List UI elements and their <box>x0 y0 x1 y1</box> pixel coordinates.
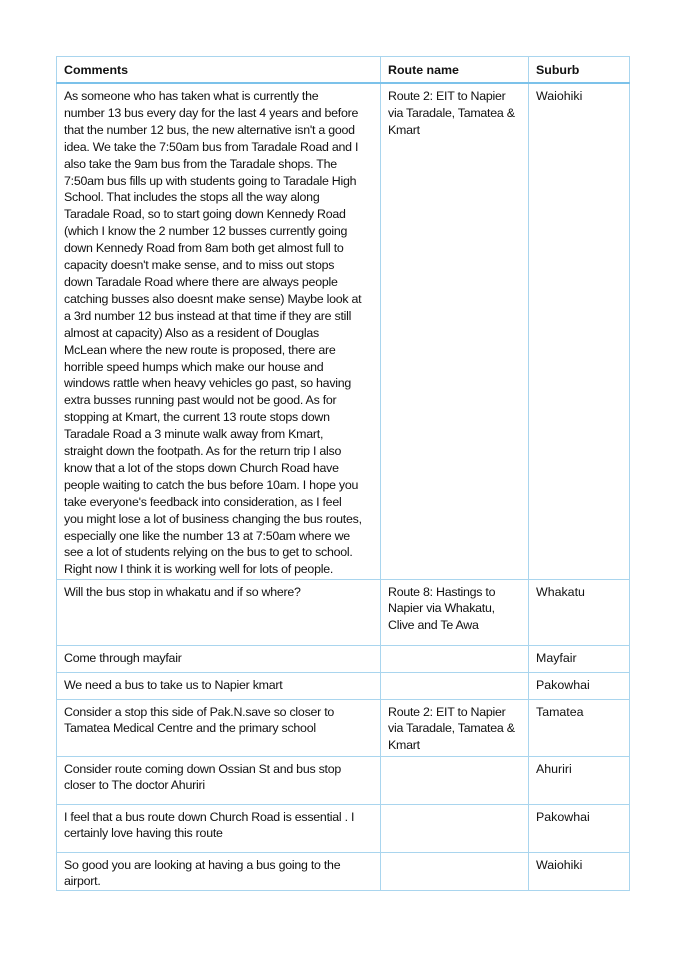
table-row <box>57 672 630 699</box>
comment-cell <box>57 699 381 756</box>
comment-cell-line: Consider a stop this side of Pak.N.save so closer to <box>64 704 335 719</box>
comment-cell-line: airport. <box>64 874 101 889</box>
route-name-cell-line: Clive and Te Awa <box>388 618 479 633</box>
comment-cell-line: down Taradale Road where there are always people <box>64 274 338 289</box>
header-comments: Comments <box>57 57 381 84</box>
comment-cell <box>57 83 381 579</box>
header-row <box>57 57 630 84</box>
comment-cell-line: know that a lot of the stops down Church Road have <box>64 460 339 475</box>
suburb-cell: Tamatea <box>529 699 630 756</box>
comment-cell-line: So good you are looking at having a bus going to the <box>64 857 341 872</box>
comment-cell-line: School. That includes the stops all the way along <box>64 190 320 205</box>
suburb-cell: Pakowhai <box>529 672 630 699</box>
comment-cell-line: Tamatea Medical Centre and the primary school <box>64 721 316 736</box>
route-name-cell-line: Kmart <box>388 738 420 753</box>
table-row <box>57 699 630 756</box>
comment-cell-line: people waiting to catch the bus before 10am. I hope you <box>64 477 359 492</box>
comment-cell-line: Taradale Road, so to start going down Kennedy Road <box>64 207 346 222</box>
route-name-cell-line: via Taradale, Tamatea & <box>388 105 515 120</box>
suburb-cell: Ahuriri <box>529 756 630 804</box>
comment-cell-line: see a lot of students relying on the bus to get to school. <box>64 545 353 560</box>
comment-cell-line: down Kennedy Road from 8am both get almost full to <box>64 241 344 256</box>
comment-cell-line: that the number 12 bus, the new alternative isn't a good <box>64 122 355 137</box>
comment-cell-line: capacity doesn't make sense, and to miss out stops <box>64 258 335 273</box>
comment-cell-line: 7:50am bus fills up with students going to Taradale High <box>64 173 357 188</box>
comment-cell-line: Will the bus stop in whakatu and if so where? <box>64 584 301 599</box>
table-row <box>57 756 630 804</box>
comment-cell-line: almost at capacity) Also as a resident of Douglas <box>64 325 319 340</box>
comment-cell <box>57 672 381 699</box>
header-suburb: Suburb <box>529 57 630 84</box>
suburb-cell: Pakowhai <box>529 804 630 852</box>
comment-cell-line: We need a bus to take us to Napier kmart <box>64 677 283 692</box>
comment-cell-line: Consider route coming down Ossian St and bus stop <box>64 761 342 776</box>
comment-cell-line: also take the 9am bus from the Taradale shops. The <box>64 156 337 171</box>
suburb-cell: Waiohiki <box>529 83 630 579</box>
comments-table <box>56 56 630 891</box>
table-row <box>57 645 630 672</box>
route-name-cell <box>381 579 529 645</box>
route-name-cell <box>381 645 529 672</box>
table-row <box>57 579 630 645</box>
comment-cell <box>57 756 381 804</box>
route-name-cell-line: Kmart <box>388 122 420 137</box>
comment-cell-line: Right now I think it is working well for lots of people. <box>64 562 334 577</box>
suburb-cell: Mayfair <box>529 645 630 672</box>
comment-cell-line: stopping at Kmart, the current 13 route stops down <box>64 410 330 425</box>
route-name-cell-line: via Taradale, Tamatea & <box>388 721 515 736</box>
route-name-cell <box>381 672 529 699</box>
route-name-cell-line: Napier via Whakatu, <box>388 601 495 616</box>
comment-cell <box>57 579 381 645</box>
comment-cell-line: Taradale Road a 3 minute walk away from Kmart, <box>64 427 324 442</box>
comment-cell-line: I feel that a bus route down Church Road is essential . I <box>64 809 355 824</box>
comment-cell <box>57 852 381 891</box>
comment-cell-line: number 13 bus every day for the last 4 years and before <box>64 105 359 120</box>
comment-cell-line: certainly love having this route <box>64 826 223 841</box>
route-name-cell <box>381 83 529 579</box>
comment-cell-line: McLean where the new route is proposed, there are <box>64 342 336 357</box>
table-row <box>57 804 630 852</box>
comment-cell-line: horrible speed humps which make our house and <box>64 359 324 374</box>
route-name-cell-line: Route 8: Hastings to <box>388 584 496 599</box>
comment-cell-line: idea. We take the 7:50am bus from Taradale Road and I <box>64 139 359 154</box>
table-row <box>57 83 630 579</box>
suburb-cell: Waiohiki <box>529 852 630 891</box>
comment-cell-line: windows rattle when heavy vehicles go past, so having <box>64 376 352 391</box>
comment-cell-line: take everyone's feedback into consideration, as I feel <box>64 494 342 509</box>
route-name-cell <box>381 756 529 804</box>
comment-cell-line: As someone who has taken what is currently the <box>64 89 319 103</box>
route-name-cell-line: Route 2: EIT to Napier <box>388 89 506 103</box>
route-name-cell <box>381 699 529 756</box>
comment-cell-line: especially one like the number 13 at 7:50am where we <box>64 528 350 543</box>
route-name-cell-line: Route 2: EIT to Napier <box>388 704 506 719</box>
comment-cell-line: catching busses also doesnt make sense) Maybe look at <box>64 291 362 306</box>
comment-cell-line: Come through mayfair <box>64 650 182 665</box>
comment-cell-line: closer to The doctor Ahuriri <box>64 778 205 793</box>
comment-cell-line: straight down the footpath. As for the return trip I also <box>64 444 342 459</box>
comment-cell <box>57 645 381 672</box>
comment-cell-line: you might lose a lot of business changing the bus routes, <box>64 511 362 526</box>
comment-cell-line: a 3rd number 12 bus instead at that time if they are still <box>64 308 352 323</box>
header-route-name: Route name <box>381 57 529 84</box>
suburb-cell: Whakatu <box>529 579 630 645</box>
comment-cell <box>57 804 381 852</box>
comment-cell-line: (which I know the 2 number 12 busses currently going <box>64 224 348 239</box>
route-name-cell <box>381 852 529 891</box>
route-name-cell <box>381 804 529 852</box>
comment-cell-line: extra busses running past would not be good. As for <box>64 393 337 408</box>
table-row <box>57 852 630 891</box>
